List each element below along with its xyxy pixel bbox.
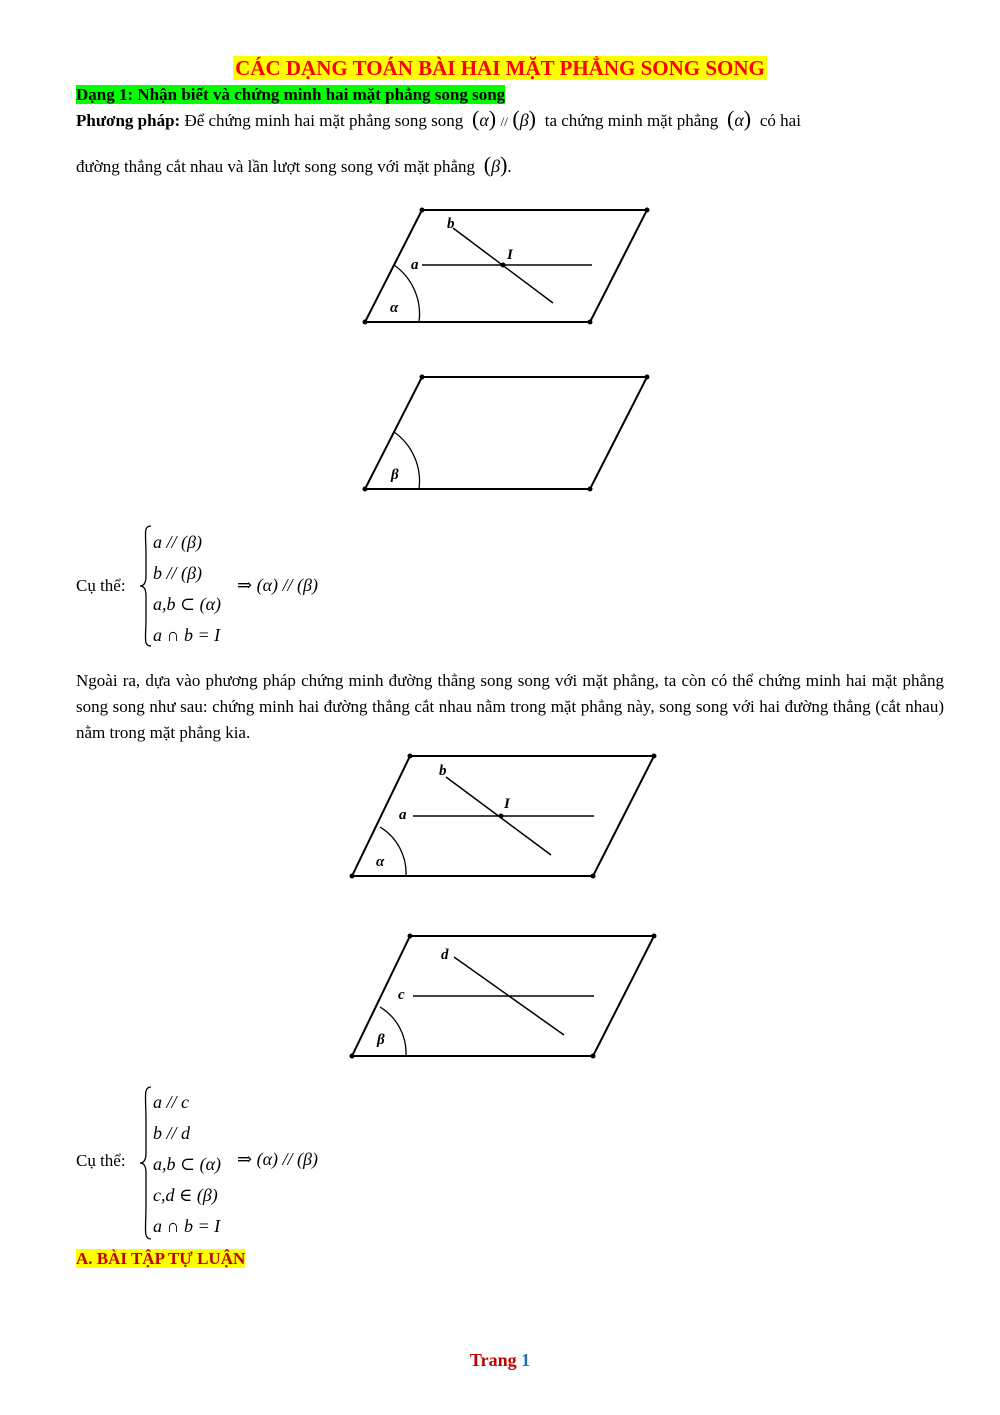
method-text-3: có hai <box>759 111 801 130</box>
section-heading-a: A. BÀI TẬP TỰ LUẬN <box>76 1249 246 1268</box>
conclusion-2: ⇒ (α) // (β) <box>237 1149 318 1169</box>
label-c: c <box>398 987 405 1003</box>
figure-plane-beta-1 <box>350 362 670 502</box>
figure-plane-alpha-2 <box>340 742 670 887</box>
method-line-1 <box>76 106 944 135</box>
method-line-2 <box>76 152 944 180</box>
method-line-2-text: đường thẳng cắt nhau và lần lượt song song với mặt phẳng <box>76 157 476 176</box>
system2-row-0: a // c <box>153 1092 189 1112</box>
label-I: I <box>507 247 513 263</box>
system2-row-4: a ∩ b = I <box>153 1216 221 1236</box>
system2-row-3: c,d ∈ (β) <box>153 1185 218 1205</box>
section-heading-dang1: Dạng 1: Nhận biết và chứng minh hai mặt phẳng song song <box>76 85 506 104</box>
system-1 <box>153 527 221 651</box>
label-alpha-2: α <box>376 854 385 870</box>
footer-page-number: 1 <box>521 1350 531 1370</box>
math-alpha-parallel-beta: (α) // (β) <box>472 106 536 131</box>
system2-row-2: a,b ⊂ (α) <box>153 1154 222 1174</box>
system1-row-2: a,b ⊂ (α) <box>153 594 222 614</box>
system2-row-1: b // d <box>153 1123 191 1143</box>
page-title: CÁC DẠNG TOÁN BÀI HAI MẶT PHẲNG SONG SONG <box>235 56 765 80</box>
system1-row-1: b // (β) <box>153 563 202 583</box>
method-end: . <box>507 157 512 176</box>
system-2 <box>153 1087 221 1242</box>
figure-plane-alpha-1 <box>350 195 670 335</box>
label-beta-2: β <box>377 1032 385 1048</box>
label-b: b <box>447 216 455 232</box>
conclusion-1: ⇒ (α) // (β) <box>237 575 318 595</box>
method-text-1: Để chứng minh hai mặt phẳng song song <box>184 111 464 130</box>
label-I-2: I <box>504 796 510 812</box>
cu-the-label-1: Cụ thể: <box>76 576 126 595</box>
label-alpha: α <box>390 300 399 316</box>
brace-1 <box>138 524 154 648</box>
label-beta: β <box>391 467 399 483</box>
math-alpha: (α) <box>727 106 752 131</box>
math-beta: (β) <box>483 152 508 177</box>
paragraph-alternative: Ngoài ra, dựa vào phương pháp chứng minh đường thẳng song song với mặt phẳng, ta còn có thể chứng minh hai mặt phẳng song song như sau: chứng minh hai đường thẳng cắt nhau nằm trong mặt phẳng này, song song với hai đường thẳng (cắt nhau) nằm trong mặt phẳng kia. <box>76 671 944 742</box>
footer-label: Trang <box>469 1350 517 1370</box>
label-a: a <box>411 257 419 273</box>
page-footer <box>0 1350 1000 1371</box>
label-d: d <box>441 947 449 963</box>
figure-plane-beta-2 <box>340 922 670 1067</box>
method-label: Phương pháp: <box>76 111 181 130</box>
cu-the-label-2: Cụ thể: <box>76 1151 126 1170</box>
brace-2 <box>138 1085 154 1241</box>
method-text-2: ta chứng minh mặt phẳng <box>544 111 719 130</box>
label-b-2: b <box>439 763 447 779</box>
label-a-2: a <box>399 807 407 823</box>
system1-row-0: a // (β) <box>153 532 202 552</box>
system1-row-3: a ∩ b = I <box>153 625 221 645</box>
